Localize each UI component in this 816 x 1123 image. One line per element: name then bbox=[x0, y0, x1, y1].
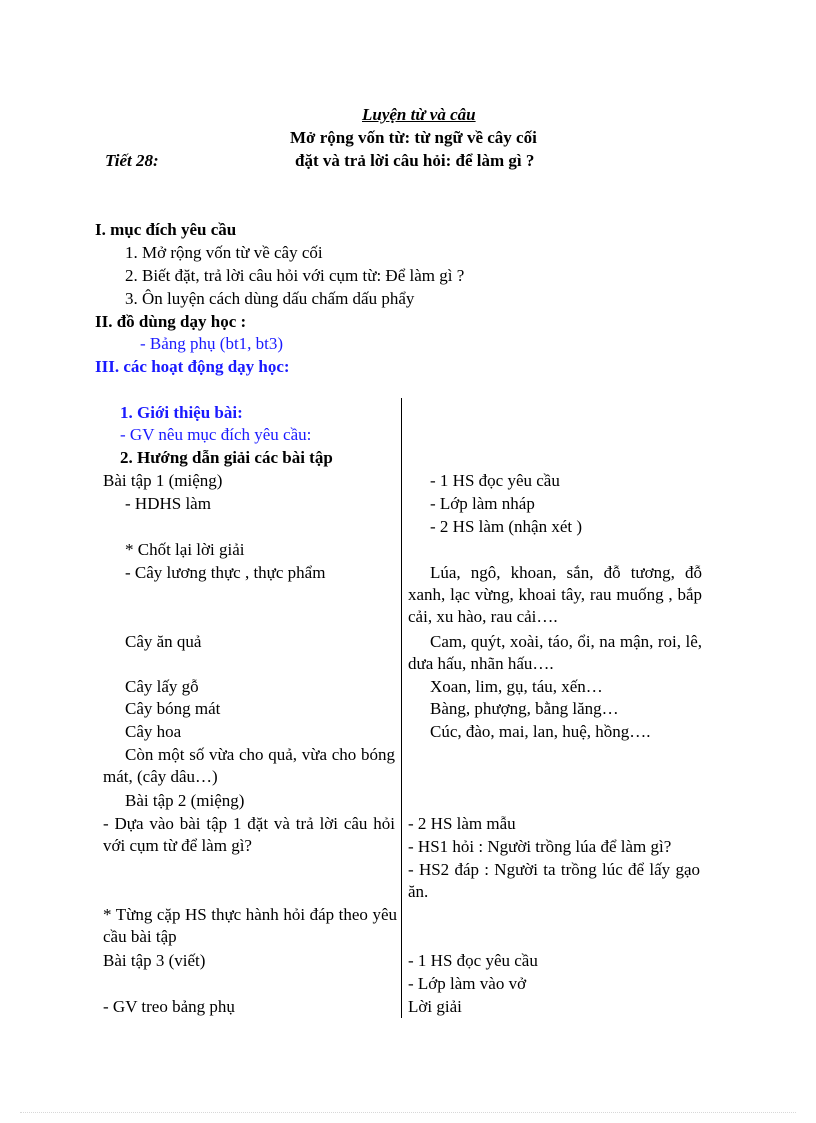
subtopic-title: đặt và trả lời câu hỏi: để làm gì ? bbox=[295, 151, 535, 170]
exercise-3-label: Bài tập 3 (viết) bbox=[103, 951, 206, 970]
answer-fruit-trees: Cam, quýt, xoài, táo, ổi, na mận, roi, lê, dưa hấu, nhãn hấu…. bbox=[408, 632, 702, 673]
student-activity: - Lớp làm nháp bbox=[430, 494, 535, 513]
exercise-1-label: Bài tập 1 (miệng) bbox=[103, 471, 223, 490]
materials-item: - Bảng phụ (bt1, bt3) bbox=[140, 334, 284, 353]
section-materials-heading: II. đồ dùng dạy học : bbox=[95, 312, 247, 331]
answer-shade-trees: Bàng, phượng, bằng lăng… bbox=[430, 699, 619, 718]
objective-item: 2. Biết đặt, trả lời câu hỏi với cụm từ: Để làm gì ? bbox=[125, 266, 465, 285]
exercise-3-response: Lời giải bbox=[408, 997, 462, 1016]
exercise-2-response: - 2 HS làm mẫu bbox=[408, 814, 516, 833]
conclude-item: * Chốt lại lời giải bbox=[125, 540, 245, 559]
answer-timber-trees: Xoan, lim, gụ, táu, xến… bbox=[430, 677, 603, 696]
exercise-2-task: - Dựa vào bài tập 1 đặt và trả lời câu hỏi với cụm từ để làm gì? bbox=[103, 814, 395, 855]
category-fruit-trees: Cây ăn quả bbox=[125, 632, 202, 651]
intro-item: - GV nêu mục đích yêu cầu: bbox=[120, 425, 312, 444]
intro-heading: 1. Giới thiệu bài: bbox=[120, 403, 243, 422]
exercise-2-response: - HS2 đáp : Người ta trồng lúc để lấy gạo ăn. bbox=[408, 860, 700, 901]
guide-students-item: - HDHS làm bbox=[125, 494, 211, 513]
category-timber-trees: Cây lấy gỗ bbox=[125, 677, 199, 696]
section-objectives-heading: I. mục đích yêu cầu bbox=[95, 220, 237, 239]
objective-item: 1. Mở rộng vốn từ về cây cối bbox=[125, 243, 323, 262]
lesson-number: Tiết 28: bbox=[105, 151, 159, 170]
exercise-2-label: Bài tập 2 (miệng) bbox=[125, 791, 245, 810]
mixed-use-note: Còn một số vừa cho quả, vừa cho bóng mát, (cây dâu…) bbox=[103, 745, 395, 786]
page-footer-rule bbox=[20, 1112, 796, 1113]
category-flower-trees: Cây hoa bbox=[125, 722, 182, 741]
board-item: - GV treo bảng phụ bbox=[103, 997, 235, 1016]
section-activities-heading: III. các hoạt động dạy học: bbox=[95, 357, 290, 376]
exercise-2-response: - HS1 hỏi : Người trồng lúa để làm gì? bbox=[408, 837, 672, 856]
answer-flower-trees: Cúc, đào, mai, lan, huệ, hồng…. bbox=[430, 722, 651, 741]
subject-title: Luyện từ và câu bbox=[362, 105, 476, 124]
student-activity: - 2 HS làm (nhận xét ) bbox=[430, 517, 583, 536]
pair-practice-note: * Từng cặp HS thực hành hỏi đáp theo yêu cầu bài tập bbox=[103, 905, 397, 946]
exercise-3-response: - 1 HS đọc yêu cầu bbox=[408, 951, 538, 970]
exercise-3-response: - Lớp làm vào vở bbox=[408, 974, 527, 993]
column-divider bbox=[401, 398, 402, 1018]
category-shade-trees: Cây bóng mát bbox=[125, 699, 221, 718]
student-activity: - 1 HS đọc yêu cầu bbox=[430, 471, 560, 490]
guide-heading: 2. Hướng dẫn giải các bài tập bbox=[120, 448, 333, 467]
objective-item: 3. Ôn luyện cách dùng dấu chấm dấu phẩy bbox=[125, 289, 415, 308]
topic-title: Mở rộng vốn từ: từ ngữ về cây cối bbox=[290, 128, 537, 147]
answer-food-crops: Lúa, ngô, khoan, sắn, đỗ tương, đỗ xanh, lạc vừng, khoai tây, rau muống , bắp cải, xu hào, rau cải…. bbox=[408, 563, 702, 626]
category-food-crops: - Cây lương thực , thực phẩm bbox=[125, 563, 326, 582]
